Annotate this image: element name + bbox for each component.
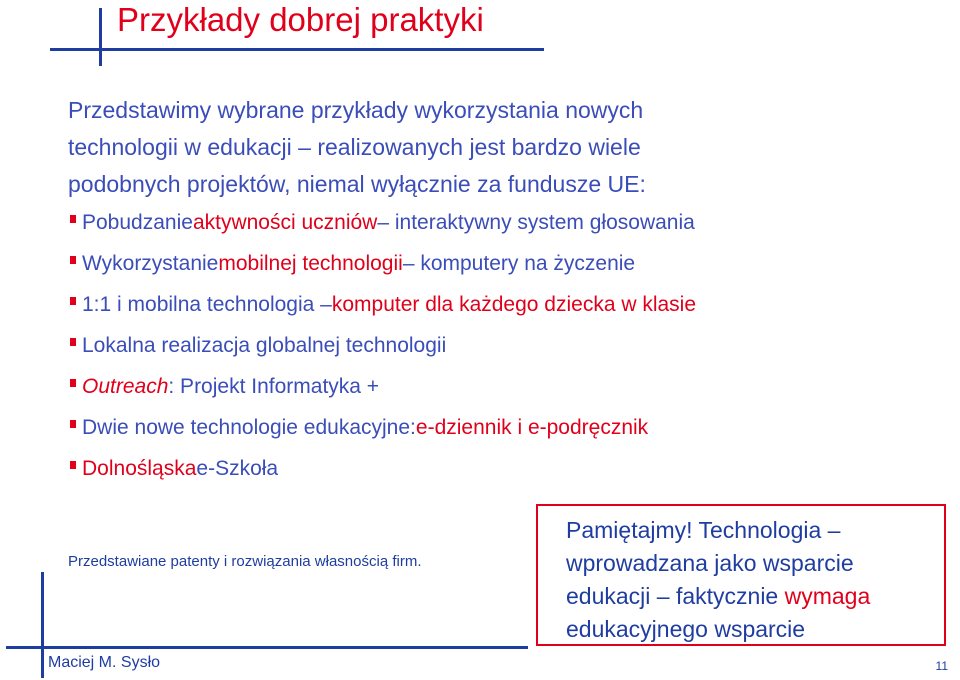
reminder-line: edukacyjnego wsparcie <box>566 616 806 642</box>
square-bullet-icon <box>70 379 76 387</box>
intro-line: podobnych projektów, niemal wyłącznie za fundusze UE: <box>68 171 646 197</box>
list-item: Outreach : Projekt Informatyka + <box>70 366 950 407</box>
practice-list <box>70 202 950 489</box>
reminder-line: wprowadzana jako wsparcie <box>566 550 854 576</box>
square-bullet-icon <box>70 256 76 264</box>
reminder-box <box>536 504 946 646</box>
list-item: Dwie nowe technologie edukacyjne: e-dziennik i e-podręcznik <box>70 407 950 448</box>
top-vertical-rule <box>99 8 102 66</box>
reminder-line: edukacji – faktycznie wymaga <box>566 583 871 609</box>
list-item: Pobudzanie aktywności uczniów – interaktywny system głosowania <box>70 202 950 243</box>
bottom-vertical-rule <box>41 572 44 678</box>
square-bullet-icon <box>70 461 76 469</box>
intro-paragraph <box>68 92 928 203</box>
intro-line: Przedstawimy wybrane przykłady wykorzystania nowych <box>68 97 644 123</box>
intro-line: technologii w edukacji – realizowanych jest bardzo wiele <box>68 134 641 160</box>
bottom-horizontal-rule <box>6 646 528 649</box>
list-item: 1:1 i mobilna technologia – komputer dla każdego dziecka w klasie <box>70 284 950 325</box>
square-bullet-icon <box>70 215 76 223</box>
reminder-line: Pamiętajmy! Technologia – <box>566 517 841 543</box>
slide-title: Przykłady dobrej praktyki <box>117 1 484 38</box>
square-bullet-icon <box>70 420 76 428</box>
author-name: Maciej M. Sysło <box>48 654 161 671</box>
patent-note: Przedstawiane patenty i rozwiązania własnością firm. <box>68 553 422 570</box>
list-item: Lokalna realizacja globalnej technologii <box>70 325 950 366</box>
square-bullet-icon <box>70 338 76 346</box>
list-item: Wykorzystanie mobilnej technologii – komputery na życzenie <box>70 243 950 284</box>
page-number: 11 <box>935 659 948 673</box>
square-bullet-icon <box>70 297 76 305</box>
list-item: Dolnośląska e-Szkoła <box>70 448 950 489</box>
top-horizontal-rule <box>50 48 544 51</box>
